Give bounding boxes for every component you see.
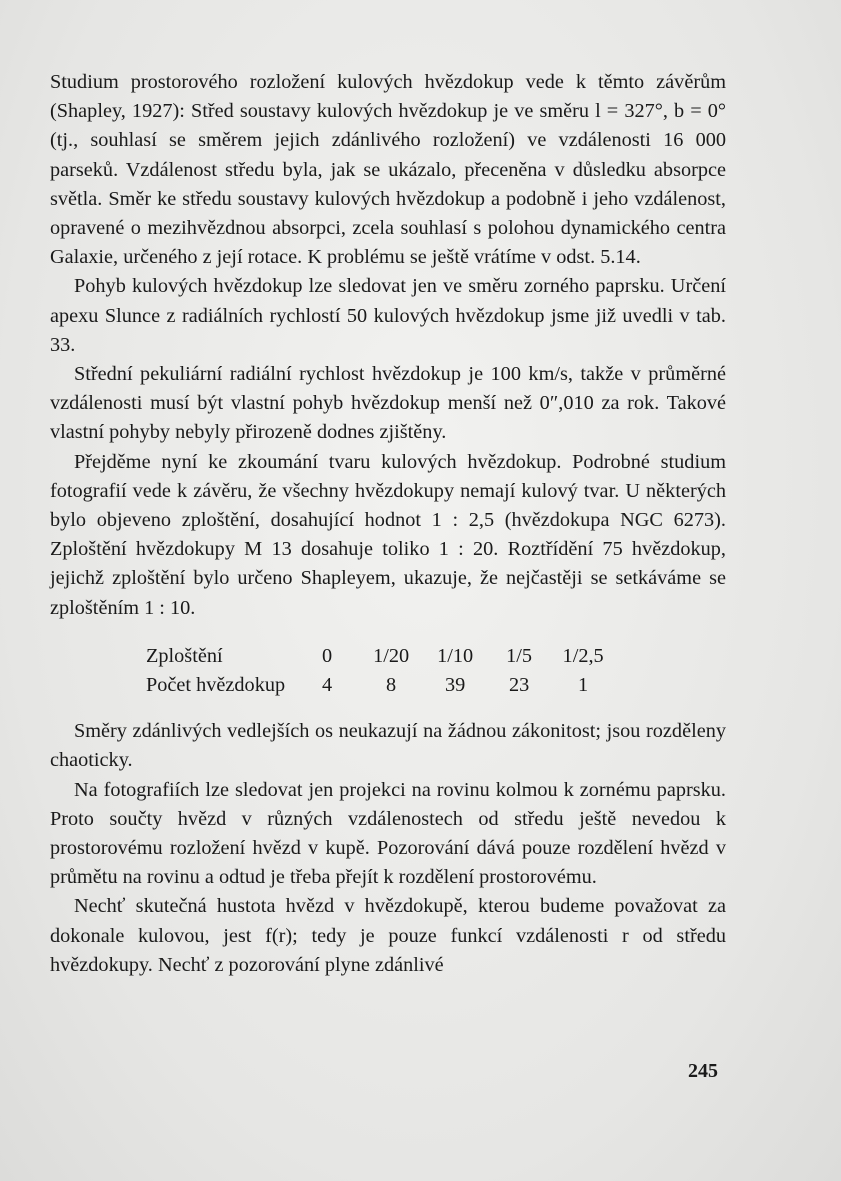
page-number: 245 bbox=[688, 1060, 718, 1082]
paragraph-2: Pohyb kulových hvězdokup lze sledovat jen ve směru zorného paprsku. Určení apexu Slunce z radiálních rychlostí 50 kulových hvězdokup jsme již uvedli v tab. 33. bbox=[50, 275, 726, 356]
flattening-table bbox=[146, 642, 621, 700]
paragraph-6: Na fotografiích lze sledovat jen projekci na rovinu kolmou k zornému paprsku. Proto součty hvězd v různých vzdálenostech od středu ještě nevedou k prostorovému rozložení hvězd v kupě. Pozorování dává pouze rozdělení hvězd v průmětu na rovinu a odtud je třeba přejít k rozdělení prostorovému. bbox=[50, 778, 726, 889]
table-cell: 1/20 bbox=[373, 644, 410, 667]
table-cell: 0 bbox=[322, 644, 333, 667]
table-cell: 1 bbox=[578, 674, 589, 697]
table-cell: 23 bbox=[508, 674, 530, 697]
text-block bbox=[50, 68, 726, 980]
table-row bbox=[146, 642, 621, 671]
paragraph-3: Střední pekuliární radiální rychlost hvězdokup je 100 km/s, takže v průměrné vzdálenosti musí být vlastní pohyb hvězdokup menší než 0″,010 za rok. Takové vlastní pohyby nebyly přirozeně dodnes zjištěny. bbox=[50, 363, 726, 444]
table-cell: 1/2,5 bbox=[562, 644, 604, 667]
table-row-label: Počet hvězdokup bbox=[146, 674, 286, 697]
paragraph-7: Nechť skutečná hustota hvězd v hvězdokupě, kterou budeme považovat za dokonale kulovou, jest f(r); tedy je pouze funkcí vzdálenosti r od středu hvězdokupy. Nechť z pozorování plyne zdánlivé bbox=[50, 895, 726, 976]
table-row bbox=[146, 671, 621, 700]
table-cell: 1/5 bbox=[506, 644, 533, 667]
table-cell: 39 bbox=[444, 674, 466, 697]
paragraph-4: Přejděme nyní ke zkoumání tvaru kulových hvězdokup. Podrobné studium fotografií vede k závěru, že všechny hvězdokupy nemají kulový tvar. U některých bylo objeveno zploštění, dosahující hodnot 1 : 2,5 (hvězdokupa NGC 6273). Zploštění hvězdokupy M 13 dosahuje toliko 1 : 20. Roztřídění 75 hvězdokup, jejichž zploštění bylo určeno Shapleyem, ukazuje, že nejčastěji se setkáváme se zploštěním 1 : 10. bbox=[50, 450, 726, 619]
paragraph-1: Studium prostorového rozložení kulových hvězdokup vede k těmto závěrům (Shapley, 1927): Střed soustavy kulových hvězdokup je ve směru l = 327°, b = 0° (tj., souhlasí se směrem jejich zdánlivého rozložení) ve vzdálenosti 16 000 parseků. Vzdálenost středu byla, jak se ukázalo, přeceněna v důsledku absorpce světla. Směr ke středu soustavy kulových hvězdokup a podobně i jeho vzdálenost, opravené o mezihvězdnou absorpci, zcela souhlasí s polohou dynamického centra Galaxie, určeného z její rotace. K problému se ještě vrátíme v odst. 5.14. bbox=[50, 71, 726, 269]
paragraph-5: Směry zdánlivých vedlejších os neukazují na žádnou zákonitost; jsou rozděleny chaoticky. bbox=[50, 720, 726, 772]
table-cell: 4 bbox=[322, 674, 333, 697]
table-cell: 1/10 bbox=[437, 644, 474, 667]
table-cell: 8 bbox=[386, 674, 397, 697]
flattening-table-wrap bbox=[146, 642, 726, 700]
table-row-label: Zploštění bbox=[146, 644, 223, 667]
